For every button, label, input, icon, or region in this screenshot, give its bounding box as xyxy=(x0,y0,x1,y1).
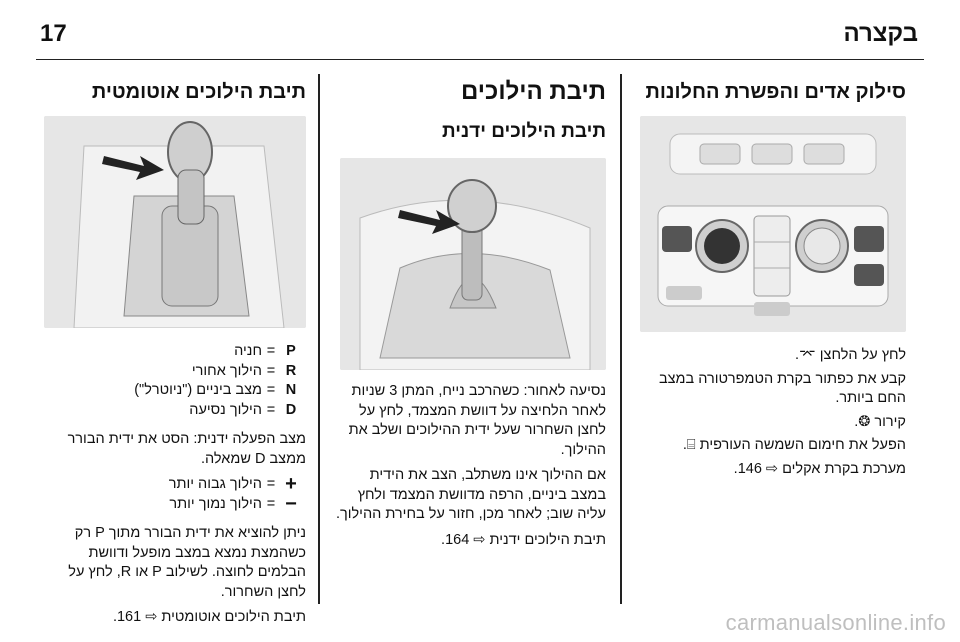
gear-equals: = xyxy=(266,343,276,359)
gear-desc: מצב ביניים ("ניוטרל") xyxy=(134,382,262,398)
gear-row-n xyxy=(40,381,302,401)
page-title: בקצרה xyxy=(843,20,918,47)
shift-equals: = xyxy=(266,495,276,512)
section-heading: סילוק אדים והפשרת החלונות xyxy=(645,81,906,103)
left-column xyxy=(40,72,306,628)
paragraph: תיבת הילוכים אוטומטית ⇨ 161. xyxy=(112,609,306,625)
column-divider xyxy=(318,74,320,604)
gear-desc: הילוך נסיעה xyxy=(189,401,262,418)
minus-key: − xyxy=(285,492,297,515)
gear-row-p xyxy=(40,342,302,362)
gear-equals: = xyxy=(266,382,276,398)
gear-equals: = xyxy=(266,362,276,379)
manual-mode-text: מצב הפעלה ידנית: הסט את ידית הבורר ממצב D שמאלה. xyxy=(67,431,306,467)
shift-row-up xyxy=(40,475,302,495)
shift-row-down xyxy=(40,492,302,515)
gear-row-r xyxy=(40,362,302,382)
paragraph: אם ההילוך אינו משתלב, הצב את הידית במצב ביניים, הרפה מדוושת המצמד ולחץ עליה שוב; לאחר מכן, חזור על בחירת ההילוך. xyxy=(335,467,606,522)
gear-row-d xyxy=(40,401,302,421)
section-heading: תיבת הילוכים אוטומטית xyxy=(91,81,306,103)
paragraph: תיבת הילוכים ידנית ⇨ 164. xyxy=(441,531,606,548)
gear-key: D xyxy=(285,401,297,418)
right-column xyxy=(634,72,906,479)
shift-desc: הילוך גבוה יותר xyxy=(168,476,262,492)
page-number: 17 xyxy=(40,20,67,47)
automatic-selector-figure xyxy=(44,116,306,328)
column-divider xyxy=(620,74,622,604)
gear-key: N xyxy=(285,382,297,398)
paragraph: קירור ❂. xyxy=(854,413,906,430)
climate-panel-figure xyxy=(640,116,906,332)
manual-gear-illustration xyxy=(340,158,606,370)
section-heading: תיבת הילוכים xyxy=(461,78,606,105)
page-header xyxy=(36,0,924,60)
paragraph: ניתן להוציא את ידית הבורר מתוך P רק כשהמצת נמצא במצב מופעל ודוושת הבלמים לחוצה. לשילוב P או R, לחץ על לחצן השחרור. xyxy=(68,525,306,600)
gear-list xyxy=(40,342,306,420)
automatic-selector-illustration xyxy=(44,116,306,328)
shift-equals: = xyxy=(266,476,276,492)
shift-list xyxy=(40,475,306,514)
section-subheading: תיבת הילוכים ידנית xyxy=(441,121,606,142)
paragraph: נסיעה לאחור: כשהרכב נייח, המתן 3 שניות לאחר הלחיצה על דוושת המצמד, לחץ על לחצן השחרור שעל ידית ההילוכים ושלב את ההילוך. xyxy=(348,383,606,458)
paragraph: מערכת בקרת אקלים ⇨ 146. xyxy=(733,460,906,477)
gear-key: R xyxy=(285,362,297,379)
shift-desc: הילוך נמוך יותר xyxy=(169,495,262,512)
gear-equals: = xyxy=(266,401,276,418)
plus-key: + xyxy=(285,473,297,495)
paragraph: קבע את כפתור בקרת הטמפרטורה במצב החם ביותר. xyxy=(658,370,906,406)
watermark: carmanualsonline.info xyxy=(725,610,946,635)
middle-column xyxy=(334,72,606,550)
gear-key: P xyxy=(286,343,296,359)
gear-desc: חניה xyxy=(234,343,262,359)
paragraph: לחץ על הלחצן ⌤. xyxy=(795,347,906,363)
paragraph: הפעל את חימום השמשה העורפית ⌸. xyxy=(682,437,906,453)
climate-panel-illustration xyxy=(640,116,906,332)
gear-desc: הילוך אחורי xyxy=(191,362,262,379)
manual-gear-figure xyxy=(340,158,606,370)
